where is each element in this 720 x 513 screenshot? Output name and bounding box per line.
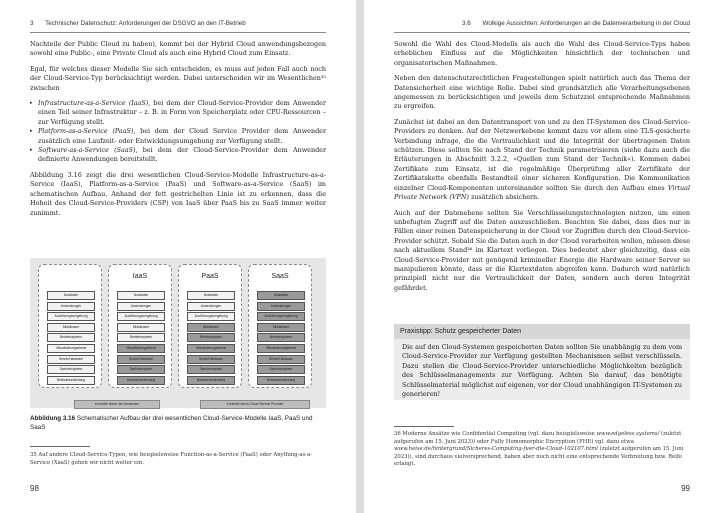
section-number: 3.6 (462, 20, 471, 27)
paragraph: Nachteile der Public Cloud zu haben), kommt bei der Hybrid Cloud anwendungsbezogen sowohl eine Public-, eine Private Cloud als auch eine Hybrid Cloud zum Einsatz. (30, 40, 326, 58)
practice-tip-text: Die auf den Cloud-Systemen gespeicherten Daten sollten Sie unabhängig zu dem vom Cloud-Service-Provider zur Verfügung gestellten Mechanismen selbst verschlüsseln. Dazu stellen die Cloud-Service-Provider unterschiedliche Möglichkeiten bezüglich des Schlüsselmanagements zur Verfügung. Achten Sie darauf, das benötigte Schlüsselmaterial möglichst auf eigenen, vor der Cloud unabhängigen IT-Systemen zu generieren! (402, 343, 682, 399)
footnote-part: 36 Moderne Ansätze wie Confidential Computing (vgl. dazu beispielsweise (394, 431, 597, 437)
layer-box: Anwendungen (47, 302, 95, 311)
list-text: , bei dem der Cloud-Service-Provider dem Anwender definierte Anwendungen bereitstellt. (38, 146, 326, 164)
layer-box: Middleware (257, 323, 305, 332)
layer-box: Betriebssystem (257, 333, 305, 342)
layer-box: Server/Hardware (47, 355, 95, 364)
footnote-36 (394, 431, 690, 469)
running-header-right (394, 20, 690, 32)
footnote-link[interactable]: www.edgeless.systems/ (596, 431, 660, 437)
footnote-part: (zuletzt aufgerufen am 15. Juni 2023)), sind durchaus vielversprechend, haben aber noch nicht eine entsprechende Verbreitung bzw. Reife erlangt. (394, 446, 684, 468)
right-page (364, 0, 720, 513)
chapter-title: Technischer Datenschutz: Anforderungen der DSGVO an den IT-Betrieb (45, 20, 246, 27)
layer-box: Nutzdaten (257, 291, 305, 300)
model-title: IaaS (132, 273, 148, 280)
layer-box: Speichersystem (117, 365, 165, 374)
layer-box: Netzwerkanbindung (47, 376, 95, 385)
paragraph-part: zusätzlich absichern. (468, 193, 540, 202)
layer-box: Betriebssystem (47, 333, 95, 342)
layer-box: Betriebssystem (117, 333, 165, 342)
layer-box: Server/Hardware (117, 355, 165, 364)
list-term: Software-as-a-Service (SaaS) (38, 146, 136, 155)
cloud-service-models-figure (30, 258, 326, 408)
layer-box: Virtualisierungsebene (187, 344, 235, 353)
control-user-label: Kontrolle durch den Anwender (74, 400, 160, 409)
layer-box: Netzwerkanbindung (187, 376, 235, 385)
section-title: Wolkige Aussichten: Anforderungen an die Datenverarbeitung in der Cloud (482, 20, 690, 27)
paragraph: Sowohl die Wahl des Cloud-Modells als auch die Wahl des Cloud-Service-Typs haben erheblichen Einfluss auf die Möglichkeiten hinsichtlich der technischen und organisatorischen Maßnahmen. (394, 40, 690, 67)
list-term: Platform-as-a-Service (PaaS) (38, 127, 134, 136)
list-item (30, 127, 326, 146)
layer-box: Server/Hardware (187, 355, 235, 364)
service-type-list (30, 99, 326, 165)
layer-box: Virtualisierungsebene (47, 344, 95, 353)
paragraph: Abbildung 3.16 zeigt die drei wesentlichen Cloud-Service-Modelle Infrastructure-as-a-Service (IaaS), Platform-as-a-Service (PaaS) und Software-as-a-Service (SaaS) im schematischen Aufbau. Anhand der fett gestrichelten Linie ist zu erkennen, dass die Hoheit des Cloud-Service-Providers (CSP) von IaaS über PaaS bis zu SaaS immer weiter zunimmt. (30, 170, 326, 217)
paragraph: Egal, für welches dieser Modelle Sie sich entscheiden, es muss auf jeden Fall auch noch der Cloud-Service-Typ berücksichtigt werden. Dabei unterscheiden wir im Wesentlichen³⁵ zwischen (30, 64, 326, 92)
layer-box: Server/Hardware (257, 355, 305, 364)
layer-box: Middleware (117, 323, 165, 332)
layer-box: Ausführungsumgebung (47, 312, 95, 321)
figure-caption (30, 414, 326, 432)
left-page (0, 0, 356, 513)
layer-box: Netzwerkanbindung (117, 376, 165, 385)
layer-box: Virtualisierungsebene (117, 344, 165, 353)
footnote-part: (zuletzt aufgerufen am 15. Juni 2023)) oder Fully Homomorphic Encryption (FHE) vgl. dazu etwa (394, 431, 682, 445)
list-text: , bei dem der Cloud-Service-Provider dem Anwender einen Teil seiner Infrastruktur – z. B. in Form von Speicherplatz oder CPU-Ressourcen – zur Verfügung stellt. (38, 99, 327, 126)
paragraph: Auch auf der Datenebene sollten Sie Verschlüsselungstechnologien nutzen, um einen unbefugten Zugriff auf die Daten auszuschließen. Beachten Sie dabei, dass dies nur in Fällen einer reinen Datenspeicherung in der Cloud vor Zugriffen durch den Cloud-Service-Provider schützt. Sobald Sie die Daten auch in der Cloud verarbeiten wollen, müssen diese nach aktuellem Stand³⁶ im Klartext vorliegen. Dies bedeutet aber gleichzeitig, dass ein Cloud-Service-Provider mit genügend krimineller Energie die Hardware seiner Server so manipulieren könnte, dass er die Klartextdaten abgreifen kann. Dadurch wird natürlich prinzipiell nicht nur die Vertraulichkeit der Daten, sondern auch deren Integrität gefährdet. (394, 208, 690, 292)
list-text: , bei dem der Cloud Service Provider dem Anwender zusätzlich eine Laufzeit- oder Entwicklungsumgebung zur Verfügung stellt. (38, 127, 326, 145)
left-body (30, 40, 326, 224)
list-item (30, 146, 326, 165)
layer-box: Anwendungen (117, 302, 165, 311)
model-title: SaaS (271, 273, 289, 280)
layer-box: Ausführungsumgebung (117, 312, 165, 321)
caption-label: Abbildung 3.16 (30, 415, 76, 422)
header-rule (30, 32, 326, 33)
layer-box: Middleware (187, 323, 235, 332)
layer-box: Speichersystem (187, 365, 235, 374)
paragraph: Neben den datenschutzrechtlichen Fragestellungen spielt natürlich auch das Thema der Datensicherheit eine wichtige Rolle. Dabei sind grundsätzlich alle Verarbeitungsebenen angemessen zu berücksichtigen und jeweils dem Schutzziel entsprechende Maßnahmen zu ergreifen. (394, 74, 690, 111)
layer-box: Nutzdaten (117, 291, 165, 300)
footnote-35: 35 Auf andere Cloud-Service-Typen, wie beispielsweise Function-as-a-Service (FaaS) oder Anything-as-a-Service (XaaS) gehen wir nicht weiter ein. (30, 452, 313, 466)
running-header-left (30, 20, 326, 32)
layer-box: Speichersystem (47, 365, 95, 374)
model-column (108, 264, 172, 388)
page-number: 99 (681, 484, 690, 493)
footnote-rule (394, 426, 454, 427)
model-column (38, 264, 102, 388)
paragraph-part: Zunächst ist dabei an den Datentransport von und zu den IT-Systemen des Cloud-Service-Providers zu denken. Auf der Netzwerkebene kommt dazu vor allem eine TLS-gesicherte Verbindung infrage, die die Vertraulichkeit und die Integrität der übertragenen Daten schützen. Diese sollten Sie nach Stand der Technik parametrisieren (siehe dazu auch die Erläuterungen in Abschnitt 3.2.2, »Quellen zum Stand der Technik«). Kommen dabei Zertifikate zum Einsatz, ist die regelmäßige Überprüfung aller Zertifikate der Zertifikatskette ebenfalls Bestandteil einer sicheren Konfiguration. Die Kommunikation einzelner Cloud-Komponenten untereinander sollten Sie durch den Aufbau eines (394, 117, 690, 192)
control-provider-label: Kontrolle durch Cloud Service Provider (200, 400, 310, 409)
paragraph (394, 118, 690, 203)
layer-box: Nutzdaten (187, 291, 235, 300)
vpn-term: Virtual Private Network (VPN) (394, 183, 690, 202)
layer-box: Virtualisierungsebene (257, 344, 305, 353)
layer-box: Betriebssystem (187, 333, 235, 342)
page-number: 98 (30, 484, 39, 493)
layer-box: Nutzdaten (47, 291, 95, 300)
list-item (30, 99, 326, 127)
model-column (178, 264, 242, 388)
layer-box: Middleware (47, 323, 95, 332)
layer-box: Ausführungsumgebung (257, 312, 305, 321)
model-column (248, 264, 312, 388)
practice-tip-title: Praxistipp: Schutz gespeicherter Daten (394, 324, 690, 339)
footnote-link[interactable]: www.heise.de/hintergrund/Sicheres-Computing-fuer-die-Cloud-102107.html (394, 446, 598, 453)
right-body (394, 40, 690, 299)
practice-tip-box (394, 324, 690, 400)
list-term: Infrastructure-as-a-Service (IaaS) (38, 99, 149, 108)
layer-box: Speichersystem (257, 365, 305, 374)
footnote-rule (30, 446, 90, 447)
model-title: PaaS (201, 273, 219, 280)
layer-box: Anwendungen (187, 302, 235, 311)
layer-box: Netzwerkanbindung (257, 376, 305, 385)
layer-box: Anwendungen (257, 302, 305, 311)
chapter-number: 3 (30, 20, 34, 27)
header-rule (394, 32, 690, 33)
layer-box: Ausführungsumgebung (187, 312, 235, 321)
caption-text: Schematischer Aufbau der drei wesentlichen Cloud-Service-Modelle IaaS, PaaS und SaaS (30, 415, 313, 431)
